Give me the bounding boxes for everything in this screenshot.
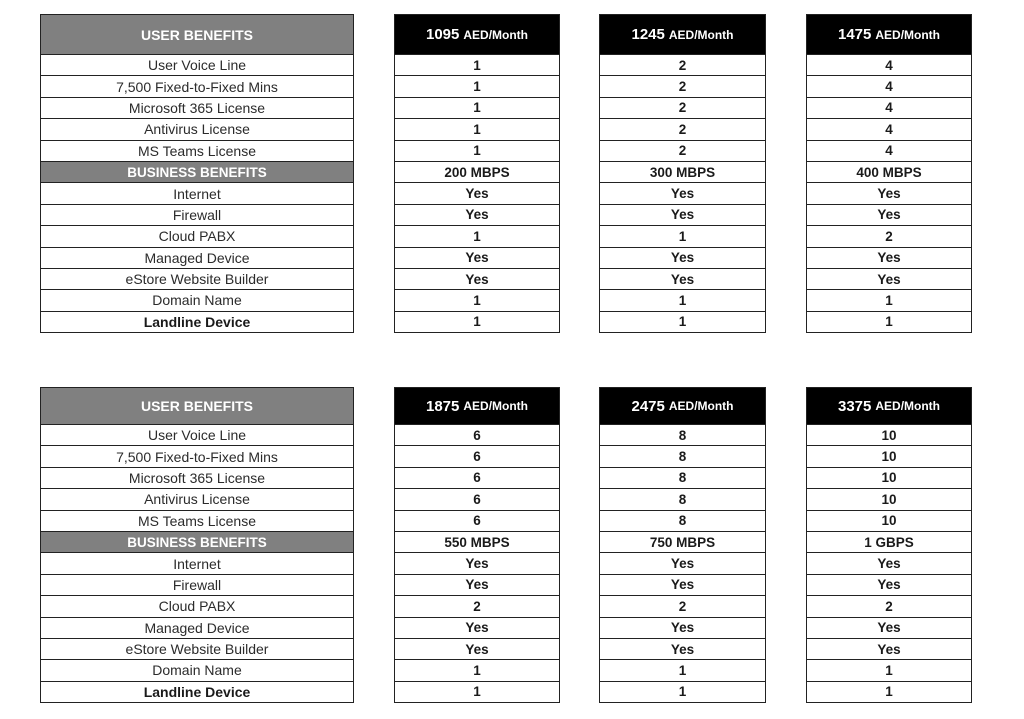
price-unit: AED/Month	[463, 27, 529, 42]
plan-price-header	[599, 387, 766, 425]
price-unit: AED/Month	[668, 399, 734, 413]
plan-value: 2	[599, 141, 766, 162]
plan-value: 10	[806, 425, 972, 446]
plan-value: 1	[599, 312, 766, 333]
plan-value: 10	[806, 468, 972, 489]
plan-value: 2	[599, 596, 766, 617]
plan-value: 8	[599, 489, 766, 510]
plan-value: 6	[394, 446, 560, 467]
plan-value: 1	[599, 226, 766, 247]
price-unit: AED/Month	[875, 399, 941, 413]
plan-value: Yes	[394, 639, 560, 660]
plan-value: Yes	[599, 553, 766, 574]
plan-speed: 300 MBPS	[599, 162, 766, 183]
plan-value: 2	[806, 596, 972, 617]
plan-column	[394, 14, 560, 333]
label-internet: Internet	[40, 553, 354, 574]
label-domain-name: Domain Name	[40, 660, 354, 681]
plan-value: Yes	[806, 618, 972, 639]
plan-value: Yes	[806, 553, 972, 574]
plan-value: Yes	[599, 639, 766, 660]
plan-column	[806, 14, 972, 333]
plan-value: 10	[806, 511, 972, 532]
plan-value: 1	[599, 660, 766, 681]
price-unit: AED/Month	[875, 27, 941, 42]
plan-price: 1475	[837, 26, 872, 43]
plan-value: 6	[394, 489, 560, 510]
plan-value: Yes	[394, 618, 560, 639]
price-unit: AED/Month	[668, 27, 734, 42]
plan-value: 10	[806, 489, 972, 510]
plan-price-header	[599, 14, 766, 55]
plan-value: Yes	[806, 248, 972, 269]
plan-value: 1	[394, 660, 560, 681]
plan-price-header	[394, 387, 560, 425]
plan-value: 6	[394, 511, 560, 532]
plan-value: Yes	[806, 205, 972, 226]
plan-value: 2	[599, 98, 766, 119]
plan-value: 1	[806, 682, 972, 703]
plan-speed: 400 MBPS	[806, 162, 972, 183]
plan-price: 1095	[425, 26, 460, 43]
plan-value: 4	[806, 98, 972, 119]
plan-value: 2	[599, 76, 766, 97]
plan-value: 1	[806, 660, 972, 681]
price-unit: AED/Month	[463, 399, 529, 413]
label-cloud-pabx: Cloud PABX	[40, 226, 354, 247]
plan-value: 1	[806, 312, 972, 333]
label-antivirus-license: Antivirus License	[40, 119, 354, 140]
plan-column	[599, 14, 766, 333]
plan-value: 2	[394, 596, 560, 617]
plan-speed: 550 MBPS	[394, 532, 560, 553]
plan-value: Yes	[599, 269, 766, 290]
label-landline-device: Landline Device	[40, 682, 354, 703]
plan-price: 1245	[631, 26, 665, 43]
plan-value: Yes	[394, 553, 560, 574]
plan-value: Yes	[806, 639, 972, 660]
label-fixed-to-fixed-mins: 7,500 Fixed-to-Fixed Mins	[40, 446, 354, 467]
plan-value: Yes	[394, 205, 560, 226]
label-ms-teams-license: MS Teams License	[40, 141, 354, 162]
plan-value: 6	[394, 468, 560, 489]
plan-value: Yes	[394, 575, 560, 596]
plan-value: 1	[394, 312, 560, 333]
plan-value: 1	[599, 290, 766, 311]
label-ms-teams-license: MS Teams License	[40, 511, 354, 532]
label-internet: Internet	[40, 183, 354, 204]
plan-column	[394, 387, 560, 703]
label-firewall: Firewall	[40, 575, 354, 596]
plan-value: 8	[599, 511, 766, 532]
plan-value: 4	[806, 141, 972, 162]
label-estore-website-builder: eStore Website Builder	[40, 269, 354, 290]
plan-value: 1	[394, 76, 560, 97]
plan-value: Yes	[394, 183, 560, 204]
plan-value: Yes	[806, 269, 972, 290]
plan-value: 8	[599, 446, 766, 467]
business-benefits-header: BUSINESS BENEFITS	[40, 162, 354, 183]
plan-value: 10	[806, 446, 972, 467]
plan-value: 1	[394, 98, 560, 119]
plan-value: 1	[394, 290, 560, 311]
label-fixed-to-fixed-mins: 7,500 Fixed-to-Fixed Mins	[40, 76, 354, 97]
plan-value: 2	[599, 119, 766, 140]
label-antivirus-license: Antivirus License	[40, 489, 354, 510]
plan-column	[599, 387, 766, 703]
plan-price-header	[806, 387, 972, 425]
label-microsoft-365-license: Microsoft 365 License	[40, 98, 354, 119]
user-benefits-header: USER BENEFITS	[40, 387, 354, 425]
plan-value: 4	[806, 119, 972, 140]
plan-value: Yes	[394, 269, 560, 290]
label-estore-website-builder: eStore Website Builder	[40, 639, 354, 660]
plan-price-header	[394, 14, 560, 55]
plan-value: Yes	[599, 205, 766, 226]
pricing-table-1	[0, 14, 1024, 334]
plan-value: 1	[394, 141, 560, 162]
label-user-voice-line: User Voice Line	[40, 55, 354, 76]
plan-value: 1	[394, 119, 560, 140]
label-cloud-pabx: Cloud PABX	[40, 596, 354, 617]
benefit-labels-column	[40, 14, 354, 333]
plan-speed: 750 MBPS	[599, 532, 766, 553]
label-managed-device: Managed Device	[40, 248, 354, 269]
label-managed-device: Managed Device	[40, 618, 354, 639]
plan-price: 2475	[631, 397, 665, 415]
plan-value: 1	[599, 682, 766, 703]
plan-value: Yes	[806, 183, 972, 204]
plan-value: Yes	[394, 248, 560, 269]
label-user-voice-line: User Voice Line	[40, 425, 354, 446]
plan-value: 2	[806, 226, 972, 247]
label-domain-name: Domain Name	[40, 290, 354, 311]
pricing-table-2	[0, 387, 1024, 707]
plan-value: 8	[599, 425, 766, 446]
plan-price: 3375	[837, 397, 872, 415]
plan-value: 4	[806, 76, 972, 97]
benefit-labels-column	[40, 387, 354, 703]
plan-column	[806, 387, 972, 703]
plan-speed: 200 MBPS	[394, 162, 560, 183]
label-firewall: Firewall	[40, 205, 354, 226]
label-landline-device: Landline Device	[40, 312, 354, 333]
plan-speed: 1 GBPS	[806, 532, 972, 553]
label-microsoft-365-license: Microsoft 365 License	[40, 468, 354, 489]
plan-value: 1	[394, 682, 560, 703]
plan-value: 4	[806, 55, 972, 76]
business-benefits-header: BUSINESS BENEFITS	[40, 532, 354, 553]
plan-value: 1	[394, 55, 560, 76]
user-benefits-header: USER BENEFITS	[40, 14, 354, 55]
plan-value: 6	[394, 425, 560, 446]
plan-price-header	[806, 14, 972, 55]
plan-value: 2	[599, 55, 766, 76]
plan-value: Yes	[806, 575, 972, 596]
plan-value: 1	[394, 226, 560, 247]
plan-value: Yes	[599, 575, 766, 596]
plan-value: 1	[806, 290, 972, 311]
plan-value: Yes	[599, 618, 766, 639]
plan-value: Yes	[599, 248, 766, 269]
plan-value: 8	[599, 468, 766, 489]
plan-value: Yes	[599, 183, 766, 204]
plan-price: 1875	[425, 397, 460, 415]
